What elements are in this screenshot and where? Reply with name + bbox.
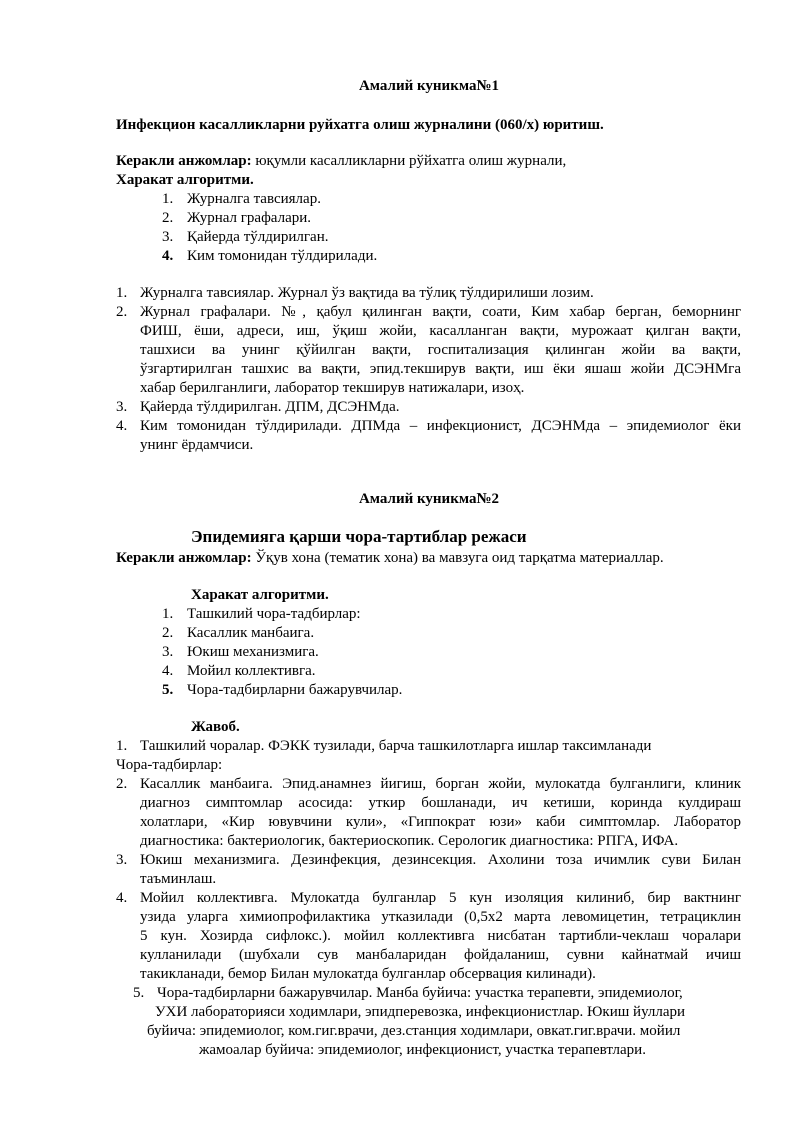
list-number: 3. (162, 644, 174, 660)
answer-line: диагноз симптомлар асосида: уткир бошланади, ич кетиши, коринда кулдираш (140, 795, 741, 811)
list-item: Журнал графалари. (187, 210, 311, 226)
section1-heading: Амалий куникма№1 (358, 78, 500, 94)
section1-algorithm-label: Харакат алгоритми. (116, 172, 254, 188)
answer-number: 4. (116, 418, 128, 434)
list-item: Қайерда тўлдирилган. (187, 229, 329, 245)
section1-title: Инфекцион касалликларни руйхатга олиш журналини (060/х) юритиш. (116, 117, 604, 133)
answer-line: такикланади, бемор Билан мулокатда булганлар обсервация килинади). (140, 966, 596, 982)
answer-line: кулланилади (шубхали сув манбаларидан фойдаланиш, сувни кайнатмай ичиш (140, 947, 741, 963)
answer-line: таъминлаш. (140, 871, 217, 887)
answer-line: Мойил коллективга. Мулокатда булганлар 5 кун изоляция килиниб, бир вактнинг (140, 890, 741, 906)
answer-number: 2. (116, 776, 128, 792)
list-number: 4. (162, 248, 174, 264)
list-item: Журналга тавсиялар. (187, 191, 321, 207)
answer-label: Жавоб. (191, 719, 240, 735)
answer-line: холатлари, «Кир ювувчини кули», «Гиппократ юзи» каби симптомлар. Лаборатор (140, 814, 741, 830)
section2-heading: Амалий куникма№2 (358, 491, 500, 507)
answer-line: ўзгартирилган ташхис ва вақти, эпид.текширув вақти, иш ёки яшаш жойи ДСЭНМга (140, 361, 741, 377)
list-number: 4. (162, 663, 174, 679)
answer-line: хабар берилганлиги, лаборатор текширув натижалари, изоҳ. (140, 380, 525, 396)
section2-algorithm-label: Харакат алгоритми. (191, 587, 329, 603)
answer-line: Юкиш механизмига. Дезинфекция, дезинсекция. Ахолини тоза ичимлик суви Билан (140, 852, 741, 868)
answer-line: Касаллик манбаига. Эпид.анамнез йигиш, борган жойи, мулокатда булганлиги, клиник (140, 776, 741, 792)
list-item: Ташкилий чора-тадбирлар: (187, 606, 361, 622)
list-item: Касаллик манбаига. (187, 625, 315, 641)
list-item: Мойил коллективга. (187, 663, 316, 679)
answer-line: ФИШ, ёши, адреси, иш, ўқиш жойи, касалланган вақти, мурожаат қилган вақти, (140, 323, 741, 339)
answer-line: Чора-тадбирлар: (116, 757, 223, 773)
req-text: Ўқув хона (тематик хона) ва мавзуга оид тарқатма материаллар. (251, 550, 664, 566)
answer-line: Қайерда тўлдирилган. ДПМ, ДСЭНМда. (140, 399, 400, 415)
list-item: Чора-тадбирларни бажарувчилар. (187, 682, 403, 698)
list-number: 1. (162, 191, 174, 207)
answer-line: Ташкилий чоралар. ФЭКК тузилади, барча ташкилотларга ишлар таксимланади (140, 738, 652, 754)
answer-line: Ким томонидан тўлдирилади. ДПМда – инфекционист, ДСЭНМда – эпидемиолог ёки (140, 418, 741, 434)
answer-number: 2. (116, 304, 128, 320)
req-label: Керакли анжомлар: (116, 550, 252, 566)
answer-number: 5. (133, 985, 145, 1001)
section1-requirements (116, 152, 566, 171)
answer-line: ташхиси ва унинг қўйилган вақти, госпитализация қилинган жойи ва вақти, (140, 342, 741, 358)
req-text: юқумли касалликларни рўйхатга олиш журнали, (251, 153, 567, 169)
answer-number: 4. (116, 890, 128, 906)
answer-line: 5 кун. Хозирда сифлокс.). мойил коллективга нисбатан тартибли-чеклаш чоралари (140, 928, 741, 944)
list-number: 2. (162, 210, 174, 226)
answer-line: Чора-тадбирларни бажарувчилар. Манба буйича: участка терапевти, эпидемиолог, (157, 985, 683, 1001)
answer-number: 1. (116, 738, 128, 754)
list-item: Юкиш механизмига. (187, 644, 319, 660)
answer-line: УХИ лабораторияси ходимлари, эпидперевозка, инфекционистлар. Юкиш йуллари (155, 1004, 686, 1020)
answer-number: 3. (116, 852, 128, 868)
answer-line: унинг ёрдамчиси. (140, 437, 254, 453)
section2-requirements (116, 549, 664, 568)
section2-title: Эпидемияга қарши чора-тартиблар режаси (191, 527, 527, 546)
list-number: 5. (162, 682, 174, 698)
answer-line: Журнал графалари. №, қабул қилинган вақти, соати, Ким хабар берган, беморнинг (140, 304, 741, 320)
list-number: 2. (162, 625, 174, 641)
answer-line: Журналга тавсиялар. Журнал ўз вақтида ва тўлиқ тўлдирилиши лозим. (140, 285, 594, 301)
req-label: Керакли анжомлар: (116, 153, 252, 169)
list-number: 3. (162, 229, 174, 245)
answer-line: буйича: эпидемиолог, ком.гиг.врачи, дез.станция ходимлари, овкат.гиг.врачи. мойил (147, 1023, 681, 1039)
list-item: Ким томонидан тўлдирилади. (187, 248, 378, 264)
answer-line: жамоалар буйича: эпидемиолог, инфекционист, участка терапевтлари. (199, 1042, 646, 1058)
answer-line: узида уларга химиопрофилактика утказилади (0,5х2 марта левомицетин, тетрациклин (140, 909, 741, 925)
answer-number: 1. (116, 285, 128, 301)
answer-number: 3. (116, 399, 128, 415)
answer-line: диагностика: бактериологик, бактериоскопик. Серологик диагностика: РПГА, ИФА. (140, 833, 679, 849)
list-number: 1. (162, 606, 174, 622)
